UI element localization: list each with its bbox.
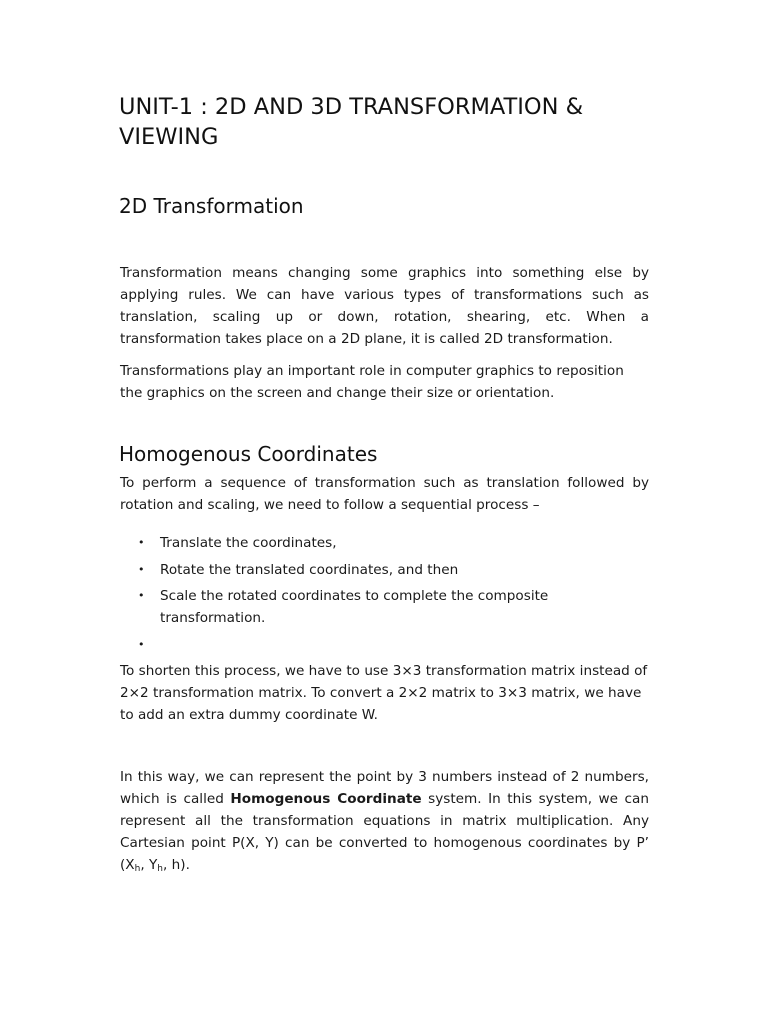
unit-title: UNIT-1 : 2D AND 3D TRANSFORMATION & VIEWING	[119, 94, 584, 150]
list-item	[119, 532, 649, 554]
paragraph-3x3-matrix: To shorten this process, we have to use 3×3 transformation matrix instead of 2×2 transformation matrix. To convert a 2×2 matrix to 3×3 matrix, we have to add an extra dummy coordinate W.	[120, 663, 648, 723]
text-run: , h).	[163, 857, 190, 873]
text-run: , Y	[140, 857, 158, 873]
text-run: system. In this system, we can represent all the transformation equations in matrix multiplication. Any Cartesian point P(X, Y) can be converted to homogenous coordinates by P’ (X	[120, 791, 649, 873]
list-item-text: Scale the rotated coordinates to complete the composite transformation.	[160, 588, 549, 626]
bullet-dot: •	[138, 589, 145, 602]
section-heading-2d-transformation: 2D Transformation	[119, 194, 304, 218]
list-item-text: Translate the coordinates,	[160, 535, 337, 551]
process-steps-list	[119, 532, 649, 660]
list-item	[119, 585, 649, 629]
subscript-h: h	[157, 864, 164, 874]
subscript-h: h	[134, 864, 141, 874]
list-item	[119, 559, 649, 581]
paragraph-sequence-intro: To perform a sequence of transformation such as translation followed by rotation and scaling, we need to follow a sequential process –	[120, 475, 649, 513]
list-item-empty	[119, 634, 649, 656]
bold-term: Homogenous Coordinate	[230, 791, 422, 807]
bullet-dot: •	[138, 536, 145, 549]
paragraph-transformation-role: Transformations play an important role in computer graphics to reposition the graphics on the screen and change their size or orientation.	[120, 363, 624, 401]
section-heading-homogenous-coordinates: Homogenous Coordinates	[119, 442, 378, 466]
text-run: In this way, we can represent the point by 3 numbers instead of 2 numbers, which is called	[120, 769, 649, 807]
bullet-dot: •	[138, 637, 145, 651]
paragraph-homogenous-coordinate-system	[120, 766, 649, 876]
paragraph-transformation-definition: Transformation means changing some graphics into something else by applying rules. We can have various types of transformations such as translation, scaling up or down, rotation, shearing, etc. When a transformation takes place on a 2D plane, it is called 2D transformation.	[120, 265, 649, 347]
list-item-text: Rotate the translated coordinates, and then	[160, 561, 459, 578]
bullet-dot: •	[138, 562, 145, 576]
